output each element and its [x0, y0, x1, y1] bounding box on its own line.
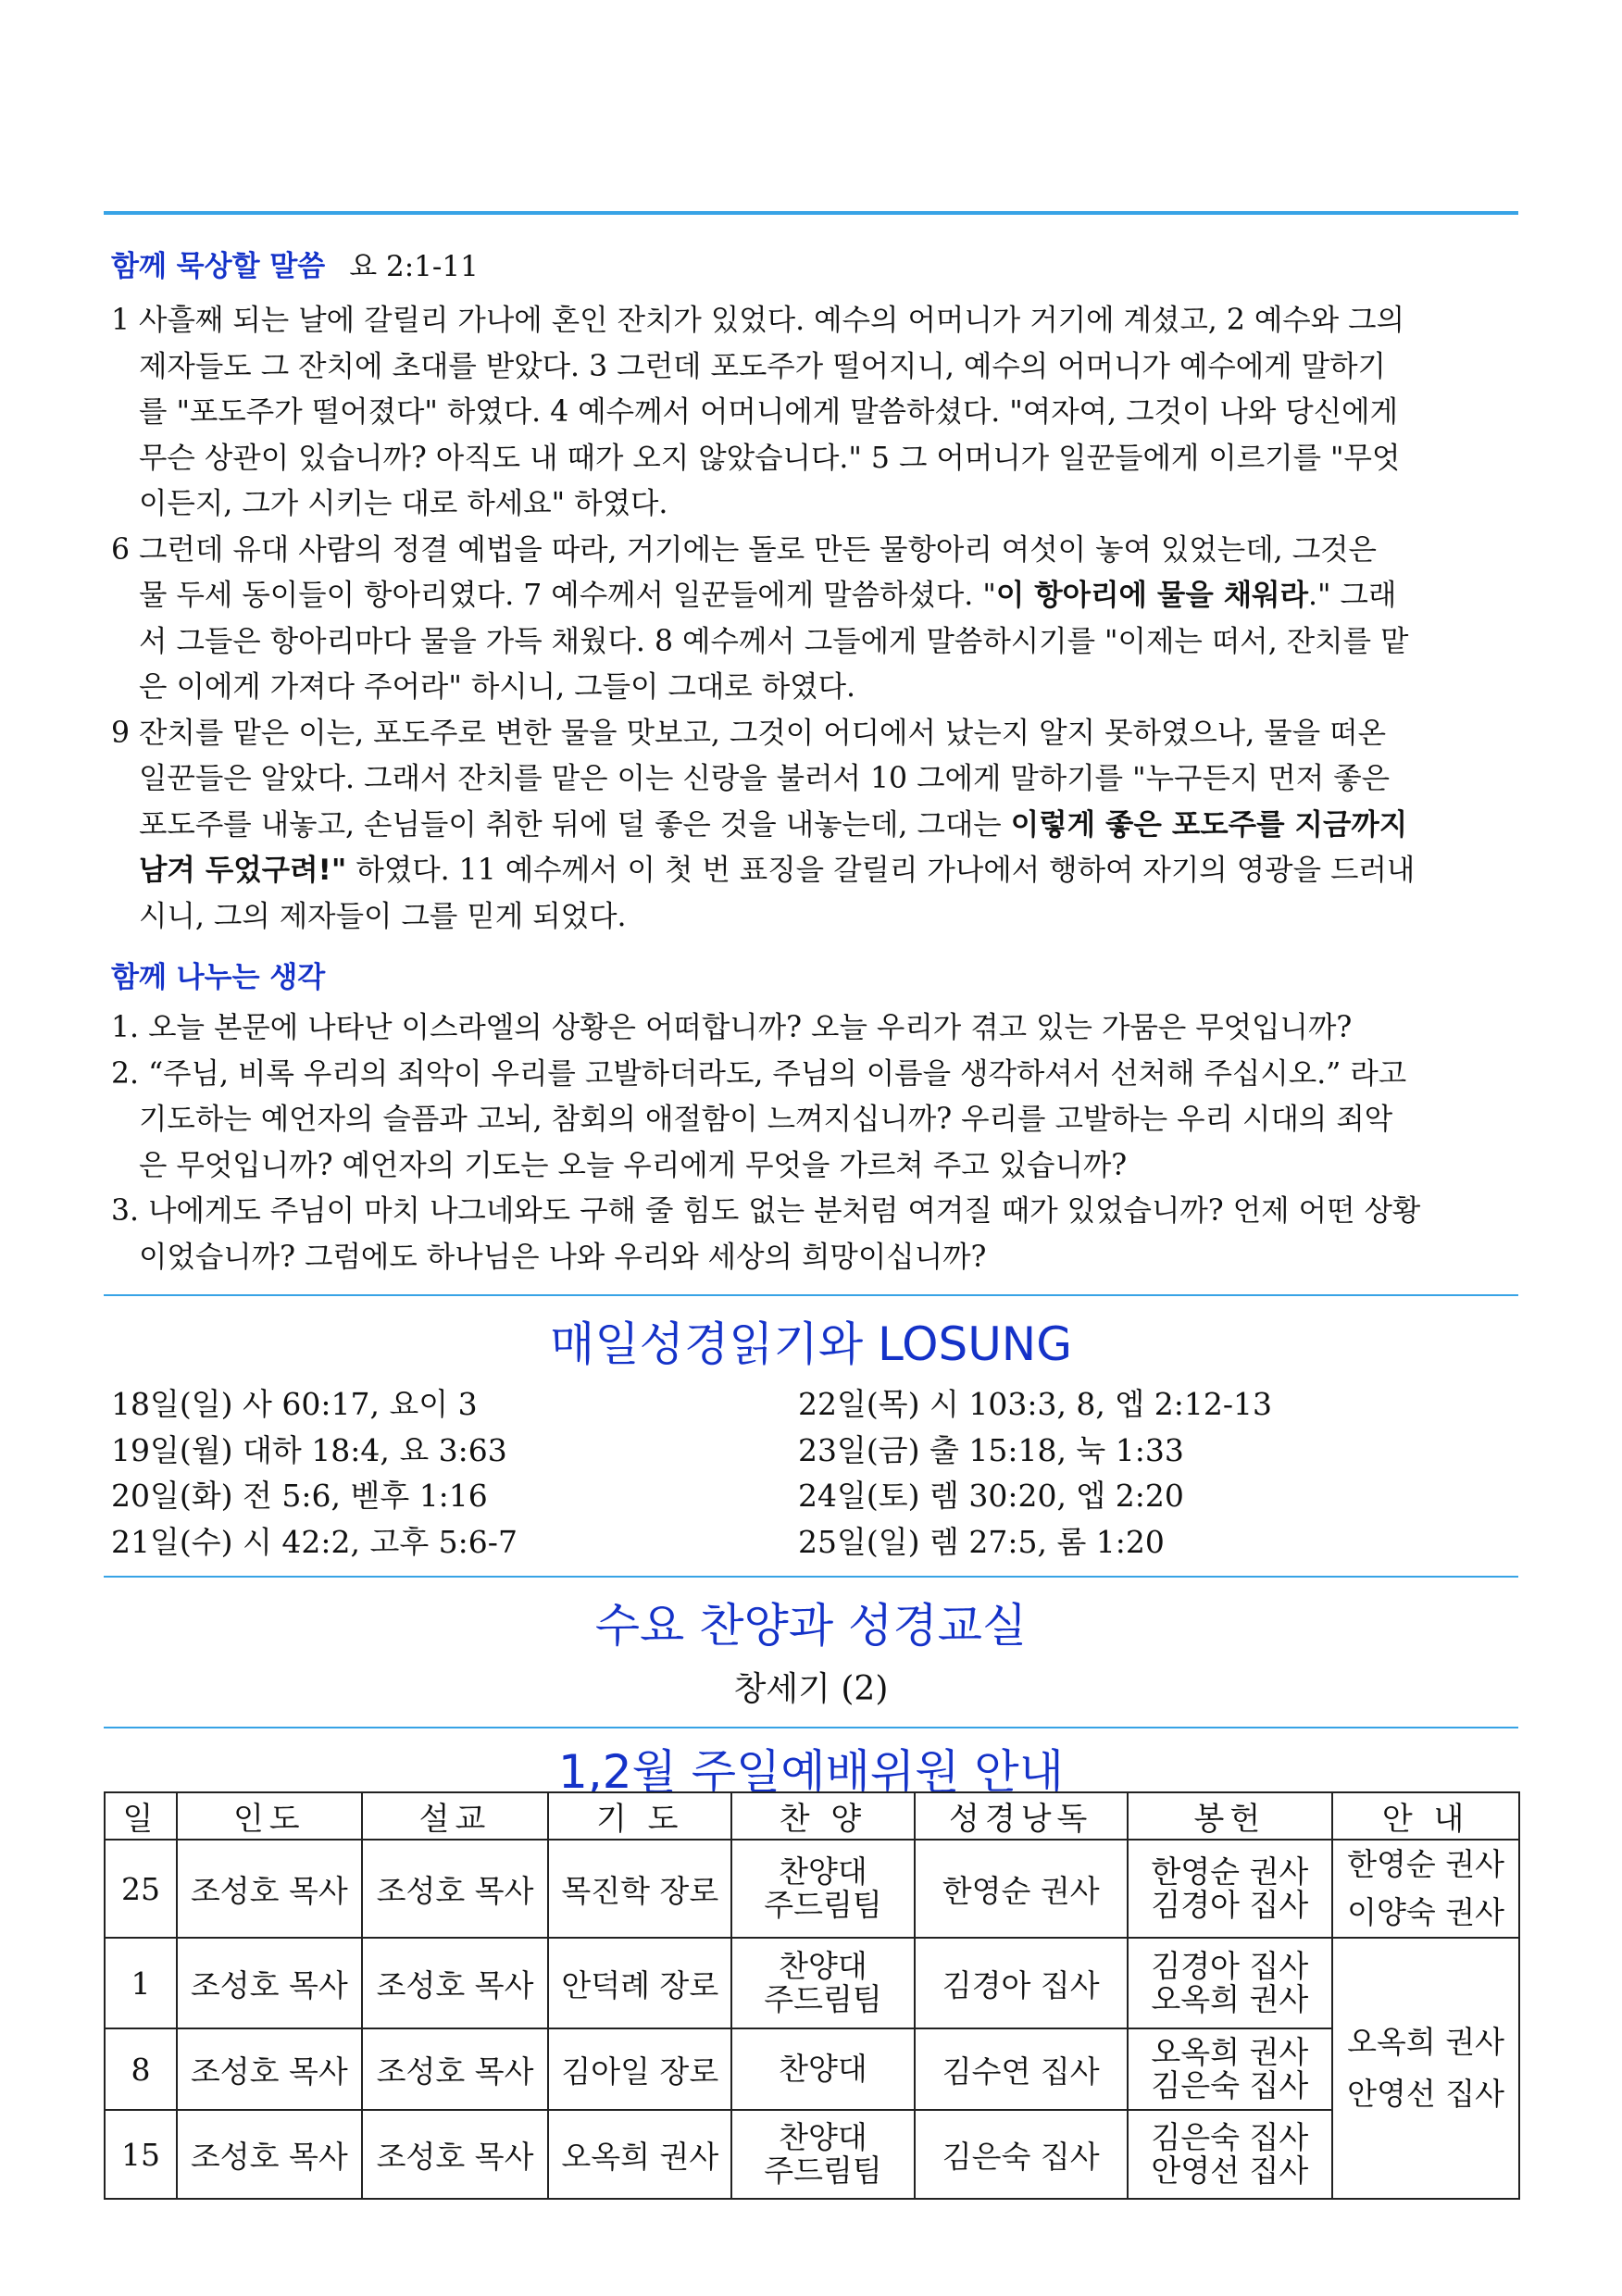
guide-line: 이양숙 권사	[1347, 1894, 1505, 1930]
cell-day: 15	[105, 2110, 177, 2199]
cell-reading: 한영순 권사	[915, 1840, 1128, 1938]
passage-line: 무슨 상관이 있습니까? 아직도 내 때가 오지 않았습니다." 5 그 어머니가 일꾼들에게 이르기를 "무엇	[139, 441, 1401, 475]
praise-line: 찬양대	[779, 2119, 867, 2155]
wednesday-class-subtitle: 창세기 (2)	[733, 1670, 889, 1708]
passage-line: 제자들도 그 잔치에 초대를 받았다. 3 그런데 포도주가 떨어지니, 예수의 어머니가 예수에게 말하기	[139, 349, 1386, 383]
table-row	[105, 1938, 1519, 2028]
passage-text: ." 그래	[1308, 579, 1397, 612]
cell-reading: 김수연 집사	[915, 2028, 1128, 2110]
emphasis-text: 이 항아리에 물을 채워라	[995, 579, 1309, 612]
passage-line: 9 잔치를 맡은 이는, 포도주로 변한 물을 맛보고, 그것이 어디에서 났는지 알지 못하였으나, 물을 떠온	[111, 716, 1386, 750]
header-reading: 성경낭독	[915, 1792, 1128, 1840]
cell-praise	[731, 1938, 915, 2028]
passage-text: 하였다. 11 예수께서 이 첫 번 표징을 갈릴리 가나에서 행하여 자기의 영광을 드러내	[346, 854, 1416, 887]
cell-prayer: 안덕례 장로	[548, 1938, 731, 2028]
passage-line: 이든지, 그가 시키는 대로 하세요" 하였다.	[139, 487, 668, 520]
offering-line: 김은숙 집사	[1151, 2119, 1309, 2155]
cell-prayer: 김아일 장로	[548, 2028, 731, 2110]
cell-reading: 김경아 집사	[915, 1938, 1128, 2028]
offering-line: 한영순 권사	[1151, 1853, 1309, 1890]
cell-day: 1	[105, 1938, 177, 2028]
praise-line: 주드림팀	[764, 1981, 882, 2017]
cell-lead: 조성호 목사	[177, 1938, 362, 2028]
passage-line: 서 그들은 항아리마다 물을 가득 채웠다. 8 예수께서 그들에게 말씀하시기를 "이제는 떠서, 잔치를 맡	[139, 624, 1409, 658]
passage-line: 1 사흘째 되는 날에 갈릴리 가나에 혼인 잔치가 있었다. 예수의 어머니가 거기에 계셨고, 2 예수와 그의	[111, 304, 1405, 337]
passage-line: 시니, 그의 제자들이 그를 믿게 되었다.	[139, 899, 627, 933]
discussion-questions	[111, 1005, 1518, 1280]
emphasis-text: 남겨 두었구려!"	[139, 854, 347, 887]
offering-line: 안영선 집사	[1151, 2152, 1309, 2189]
cell-sermon: 조성호 목사	[362, 1840, 549, 1938]
cell-praise	[731, 1840, 915, 1938]
reading-item: 21일(수) 시 42:2, 고후 5:6-7	[111, 1523, 518, 1560]
cell-praise	[731, 2028, 915, 2110]
emphasis-text: 이렇게 좋은 포도주를 지금까지	[1010, 807, 1408, 842]
daily-reading-right	[798, 1381, 1272, 1565]
cell-guide	[1332, 1840, 1519, 1938]
reading-item: 20일(화) 전 5:6, 벧후 1:16	[111, 1478, 488, 1514]
passage-line: 은 이에게 가져다 주어라" 하시니, 그들이 그대로 하였다.	[139, 670, 856, 704]
cell-offering	[1128, 2110, 1333, 2199]
question-line: 1. 오늘 본문에 나타난 이스라엘의 상황은 어떠합니까? 오늘 우리가 겪고 있는 가뭄은 무엇입니까?	[111, 1011, 1353, 1044]
cell-sermon: 조성호 목사	[362, 2028, 549, 2110]
sharing-heading: 함께 나누는 생각	[111, 961, 326, 994]
offering-line: 오옥희 권사	[1151, 2034, 1309, 2070]
section-divider	[104, 1294, 1518, 1296]
passage-line: 일꾼들은 알았다. 그래서 잔치를 맡은 이는 신랑을 불러서 10 그에게 말하기를 "누구든지 먼저 좋은	[139, 762, 1391, 795]
reading-item: 23일(금) 출 15:18, 눅 1:33	[798, 1431, 1184, 1468]
reading-item: 18일(일) 사 60:17, 요이 3	[111, 1386, 478, 1422]
passage-line: 6 그런데 유대 사람의 정결 예법을 따라, 거기에는 돌로 만든 물항아리 여섯이 놓여 있었는데, 그것은	[111, 532, 1377, 567]
cell-offering	[1128, 1938, 1333, 2028]
passage-line: 를 "포도주가 떨어졌다" 하였다. 4 예수께서 어머니에게 말씀하셨다. "여자여, 그것이 나와 당신에게	[139, 395, 1398, 429]
header-prayer: 기 도	[548, 1792, 731, 1840]
passage-line	[111, 573, 1518, 619]
offering-line: 김은숙 집사	[1151, 2067, 1309, 2103]
header-day: 일	[105, 1792, 177, 1840]
cell-lead: 조성호 목사	[177, 2028, 362, 2110]
daily-reading-title: 매일성경읽기와 LOSUNG	[550, 1317, 1072, 1371]
passage-text: 물 두세 동이들이 항아리였다. 7 예수께서 일꾼들에게 말씀하셨다. "	[139, 579, 996, 612]
offering-line: 김경아 집사	[1151, 1887, 1309, 1923]
cell-prayer: 오옥희 권사	[548, 2110, 731, 2199]
reading-item: 24일(토) 렘 30:20, 엡 2:20	[798, 1478, 1184, 1514]
scripture-passage	[111, 298, 1518, 940]
passage-line	[111, 803, 1518, 849]
header-praise: 찬 양	[731, 1792, 915, 1840]
cell-day: 8	[105, 2028, 177, 2110]
cell-prayer: 목진학 장로	[548, 1840, 731, 1938]
table-row	[105, 2110, 1519, 2199]
scripture-reference: 요 2:1-11	[349, 250, 479, 283]
question-line: 2. “주님, 비록 우리의 죄악이 우리를 고발하더라도, 주님의 이름을 생각하셔서 선처해 주십시오.” 라고	[111, 1056, 1407, 1091]
guide-line: 오옥희 권사	[1347, 2024, 1505, 2060]
question-line: 은 무엇입니까? 예언자의 기도는 오늘 우리에게 무엇을 가르쳐 주고 있습니까?	[139, 1148, 1128, 1182]
meditation-heading-text: 함께 묵상할 말씀	[111, 250, 326, 283]
cell-day: 25	[105, 1840, 177, 1938]
reading-item: 19일(월) 대하 18:4, 요 3:63	[111, 1431, 507, 1468]
guide-line: 한영순 권사	[1347, 1846, 1505, 1882]
top-divider	[104, 211, 1518, 215]
header-guide: 안 내	[1332, 1792, 1519, 1840]
duty-table	[104, 1791, 1520, 2200]
praise-line: 주드림팀	[764, 2152, 882, 2189]
header-offering: 봉헌	[1128, 1792, 1333, 1840]
praise-line: 찬양대	[779, 2051, 867, 2087]
cell-sermon: 조성호 목사	[362, 1938, 549, 2028]
header-lead: 인도	[177, 1792, 362, 1840]
offering-line: 오옥희 권사	[1151, 1981, 1309, 2017]
cell-reading: 김은숙 집사	[915, 2110, 1128, 2199]
table-row	[105, 2028, 1519, 2110]
header-sermon: 설교	[362, 1792, 549, 1840]
passage-text: 포도주를 내놓고, 손님들이 취한 뒤에 덜 좋은 것을 내놓는데, 그대는	[139, 807, 1011, 842]
cell-sermon: 조성호 목사	[362, 2110, 549, 2199]
meditation-heading	[111, 243, 479, 284]
reading-item: 25일(일) 렘 27:5, 롬 1:20	[798, 1523, 1165, 1560]
cell-praise	[731, 2110, 915, 2199]
daily-reading-left	[111, 1381, 518, 1565]
section-divider	[104, 1727, 1518, 1728]
wednesday-class-title: 수요 찬양과 성경교실	[594, 1599, 1028, 1653]
cell-offering	[1128, 1840, 1333, 1938]
praise-line: 찬양대	[779, 1853, 867, 1890]
section-divider	[104, 1576, 1518, 1578]
praise-line: 주드림팀	[764, 1887, 882, 1923]
cell-offering	[1128, 2028, 1333, 2110]
cell-guide	[1332, 1938, 1519, 2199]
reading-item: 22일(목) 시 103:3, 8, 엡 2:12-13	[798, 1386, 1273, 1422]
duty-title: 1,2월 주일예배위원 안내	[557, 1745, 1064, 1799]
passage-line	[111, 848, 1518, 894]
question-line: 이었습니까? 그럼에도 하나님은 나와 우리와 세상의 희망이십니까?	[139, 1240, 987, 1274]
table-row	[105, 1840, 1519, 1938]
question-line: 3. 나에게도 주님이 마치 나그네와도 구해 줄 힘도 없는 분처럼 여겨질 때가 있었습니까? 언제 어떤 상황	[111, 1194, 1421, 1228]
guide-line: 안영선 집사	[1347, 2076, 1505, 2112]
cell-lead: 조성호 목사	[177, 1840, 362, 1938]
offering-line: 김경아 집사	[1151, 1948, 1309, 1984]
praise-line: 찬양대	[779, 1948, 867, 1984]
table-header-row	[105, 1792, 1519, 1840]
cell-lead: 조성호 목사	[177, 2110, 362, 2199]
question-line: 기도하는 예언자의 슬픔과 고뇌, 참회의 애절함이 느껴지십니까? 우리를 고발하는 우리 시대의 죄악	[139, 1103, 1393, 1136]
